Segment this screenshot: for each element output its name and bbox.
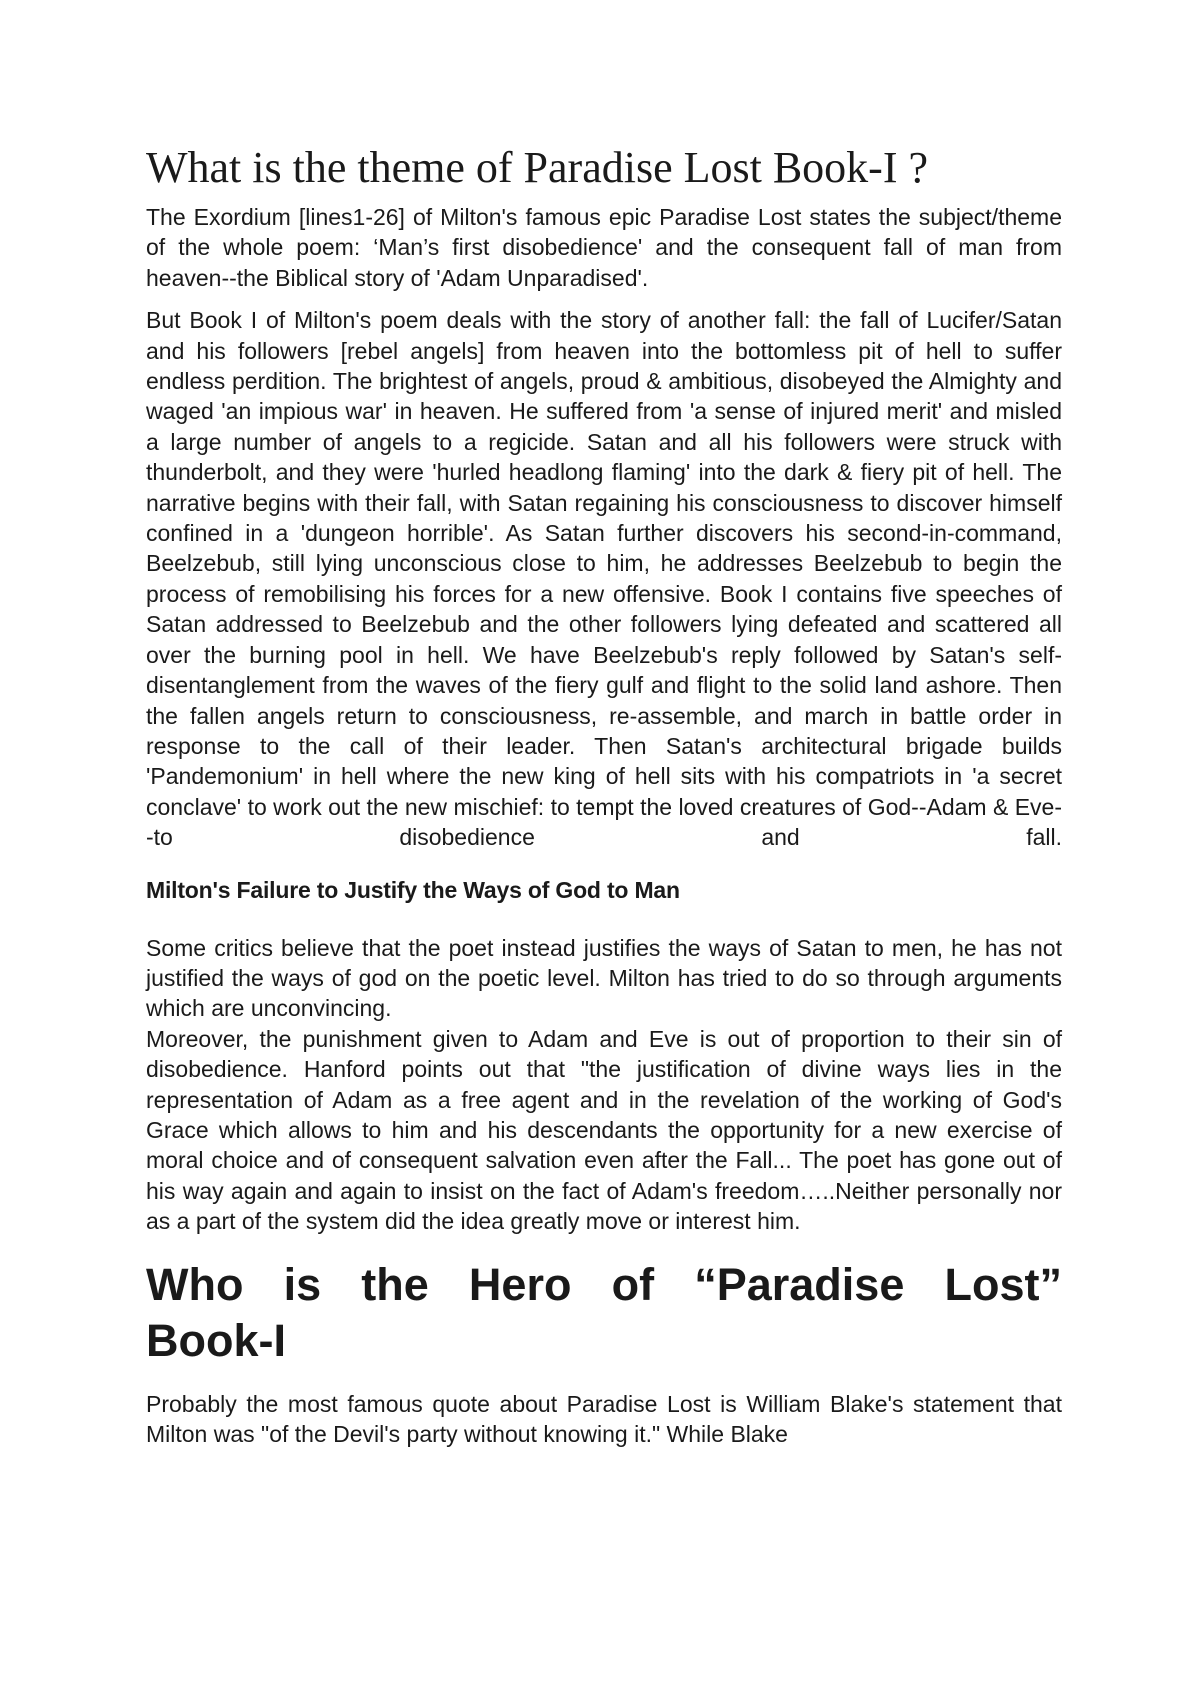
paragraph-book-one-summary: But Book I of Milton's poem deals with the story of another fall: the fall of Lucifer/Satan and his followers [rebel angels] from heaven into the bottomless pit of hell to suffer endless perdition. The brightest of angels, proud & ambitious, disobeyed the Almighty and waged 'an impious war' in heaven. He suffered from 'a sense of injured merit' and misled a large number of angels to a regicide. Satan and all his followers were struck with thunderbolt, and they were 'hurled headlong flaming' into the dark & fiery pit of hell. The narrative begins with their fall, with Satan regaining his consciousness to discover himself confined in a 'dungeon horrible'. As Satan further discovers his second-in-command, Beelzebub, still lying unconscious close to him, he addresses Beelzebub to begin the process of remobilising his forces for a new offensive. Book I contains five speeches of Satan addressed to Beelzebub and the other followers lying defeated and scattered all over the burning pool in hell. We have Beelzebub's reply followed by Satan's self-disentanglement from the waves of the fiery gulf and flight to the solid land ashore. Then the fallen angels return to consciousness, re-assemble, and march in battle order in response to the call of their leader. Then Satan's architectural brigade builds 'Pandemonium' in hell where the new king of hell sits with his compatriots in 'a secret conclave' to work out the new mischief: to tempt the loved creatures of God--Adam & Eve--to disobedience and fall. xyxy=(146,307,1062,851)
page-title: What is the theme of Paradise Lost Book-I ? xyxy=(146,143,929,192)
section-subheading: Milton's Failure to Justify the Ways of God to Man xyxy=(146,876,680,903)
hero-heading: Who is the Hero of “Paradise Lost” Book-I xyxy=(146,1258,1062,1366)
paragraph-blake: Probably the most famous quote about Paradise Lost is William Blake's statement that Milton was "of the Devil's party without knowing it." While Blake xyxy=(146,1390,1062,1447)
paragraph-exordium: The Exordium [lines1-26] of Milton's famous epic Paradise Lost states the subject/theme of the whole poem: ‘Man’s first disobedience' and the consequent fall of man from heaven--the Biblical story of 'Adam Unparadised'. xyxy=(146,204,1062,291)
paragraph-hanford: Moreover, the punishment given to Adam and Eve is out of proportion to their sin of disobedience. Hanford points out that "the justification of divine ways lies in the representation of Adam as a free agent and in the revelation of the working of God's Grace which allows to him and his descendants the opportunity for a new exercise of moral choice and of consequent salvation even after the Fall... The poet has gone out of his way again and again to insist on the fact of Adam's freedom…..Neither personally nor as a part of the system did the idea greatly move or interest him. xyxy=(146,1025,1062,1235)
paragraph-critics: Some critics believe that the poet instead justifies the ways of Satan to men, he has not justified the ways of god on the poetic level. Milton has tried to do so through arguments which are unconvincing. xyxy=(146,934,1062,1022)
document-page xyxy=(146,140,1062,1461)
